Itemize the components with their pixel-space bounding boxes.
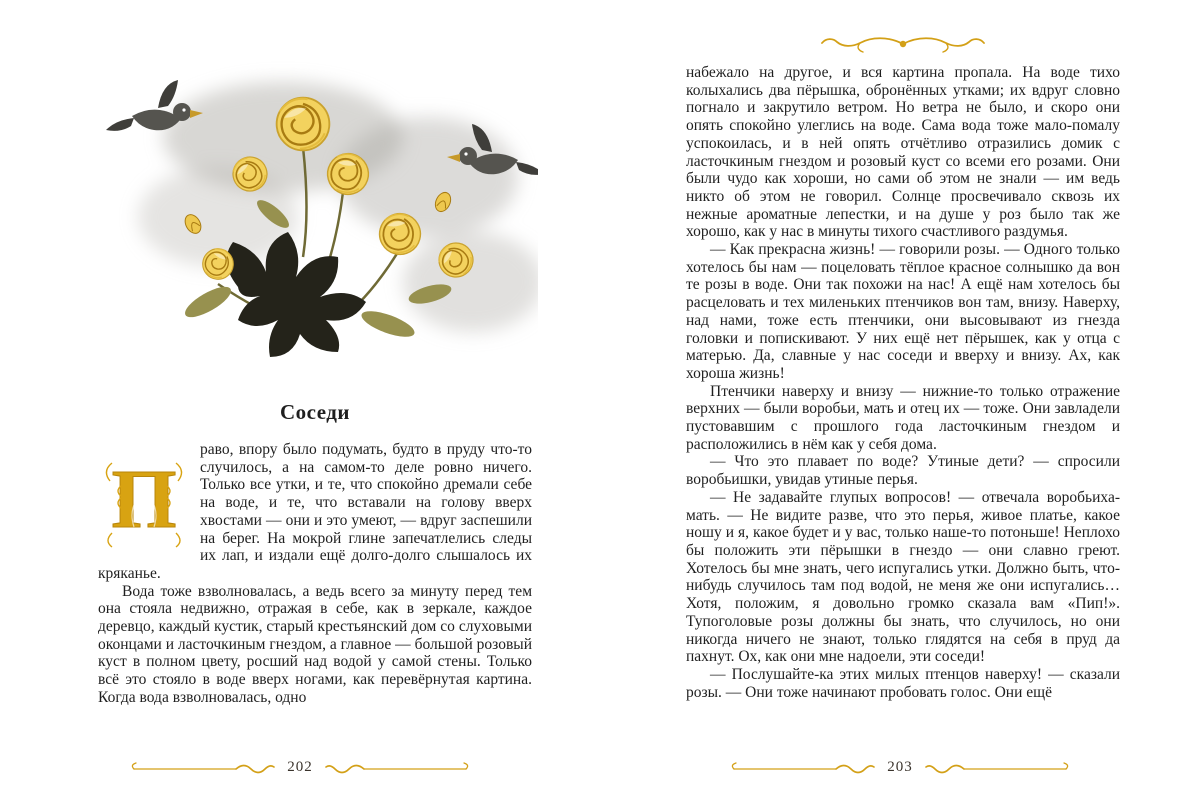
footer-flourish-right xyxy=(322,762,472,776)
footer-flourish-left xyxy=(128,762,278,776)
paragraph-text: раво, впору было подумать, будто в пруду что-то случилось, а на самом-то деле ровно ничего. Только все утки, и те, что спокойно дремали себе на воде, и те, что вставали на голову вверх хвостами — они и это умеют, — вдруг заспешили на берег. На мокрой глине запечатлелись следы их лап, и издали ещё долго-долго слышалось их кряканье. xyxy=(98,441,532,582)
rose-bush-illustration xyxy=(98,52,538,382)
page-number: 203 xyxy=(887,759,913,775)
drop-cap-letter: П xyxy=(111,453,177,546)
drop-cap xyxy=(98,445,190,551)
footer-flourish-right xyxy=(922,762,1072,776)
illustration-roses-and-birds xyxy=(98,52,532,382)
chapter-title: Соседи xyxy=(279,400,350,424)
page-footer xyxy=(600,760,1200,777)
paragraph: набежало на другое, и вся картина пропала. На воде тихо колыхались два пёрышка, обронённых утками; их вдруг словно погнало и закрутило ветром. Но ветра не было, и скоро они опять спокойно улеглись на воде. Сама вода тоже мало-помалу успокоилась, и в ней опять отчётливо отразились домик с ласточкиным гнездом и розовый куст со всеми его розами. Они были чудо как хороши, но сами об этом не знали — им ведь никто об этом не говорил. Солнце просвечивало сквозь их нежные ароматные лепестки, и на душе у роз было так же хорошо, как у нас в минуты тихого счастливого раздумья. xyxy=(686,64,1120,241)
page-footer xyxy=(0,760,600,777)
page-number: 202 xyxy=(287,759,313,775)
paragraph: — Не задавайте глупых вопросов! — отвечала воробьиха-мать. — Не видите разве, что это перья, живое платье, какое ношу и я, какое будет и у вас, только наше-то потоньше! Неплохо бы положить эти пёрышки в гнездо — они славно греют. Хотелось бы мне знать, чего испугались утки. Должно быть, что-нибудь случилось там под водой, не меня же они испугались… Хотя, положим, я довольно громко сказала вам «Пип!». Тупоголовые розы должны бы знать, что случилось, но они никогда ничего не знают, только глядятся на себя в пруд да пахнут. Ох, как они мне надоели, эти соседи! xyxy=(686,488,1120,666)
leaves-dark xyxy=(227,232,366,357)
paragraph: Птенчики наверху и внизу — нижние-то только отражение верхних — были воробьи, мать и отец их — тоже. Они завладели пустовавшим с прошлого года ласточкиным гнездом и расположились в нём как у себя дома. xyxy=(686,382,1120,453)
paragraph: — Послушайте-ка этих милых птенцов наверху! — сказали розы. — Они тоже начинают пробовать голос. Они ещё xyxy=(686,665,1120,701)
paragraph xyxy=(98,441,532,583)
paragraph: — Как прекрасна жизнь! — говорили розы. — Одного только хотелось бы нам — поцеловать тёплое красное солнышко да вон те розы в воде. Они так похожи на нас! А ещё нам хотелось бы расцеловать и тех миленьких птенчиков вон там, внизу. Наверху, над нами, тоже есть птенчики, они высовывают из гнезда головки и попискивают. У них ещё нет пёрышек, как у отца с матерью. Да, славные у нас соседи и вверху и внизу. Ах, как хороша жизнь! xyxy=(686,241,1120,382)
paragraph: — Что это плавает по воде? Утиные дети? — спросили воробьишки, увидав утиные перья. xyxy=(686,453,1120,489)
page-right xyxy=(600,0,1200,811)
footer-flourish-left xyxy=(728,762,878,776)
paragraph: Вода тоже взволновалась, а ведь всего за минуту перед тем она стояла недвижно, отражая в себе, как в зеркале, каждое деревцо, каждый кустик, старый крестьянский дом со слуховыми оконцами и ласточкиным гнездом, а главное — большой розовый куст в полном цвету, росший над водой у самой стены. Только всё это стояло в воде вверх ногами, как перевёрнутая картина. Когда вода взволновалась, одно xyxy=(98,582,532,706)
header-ornament xyxy=(686,34,1120,54)
